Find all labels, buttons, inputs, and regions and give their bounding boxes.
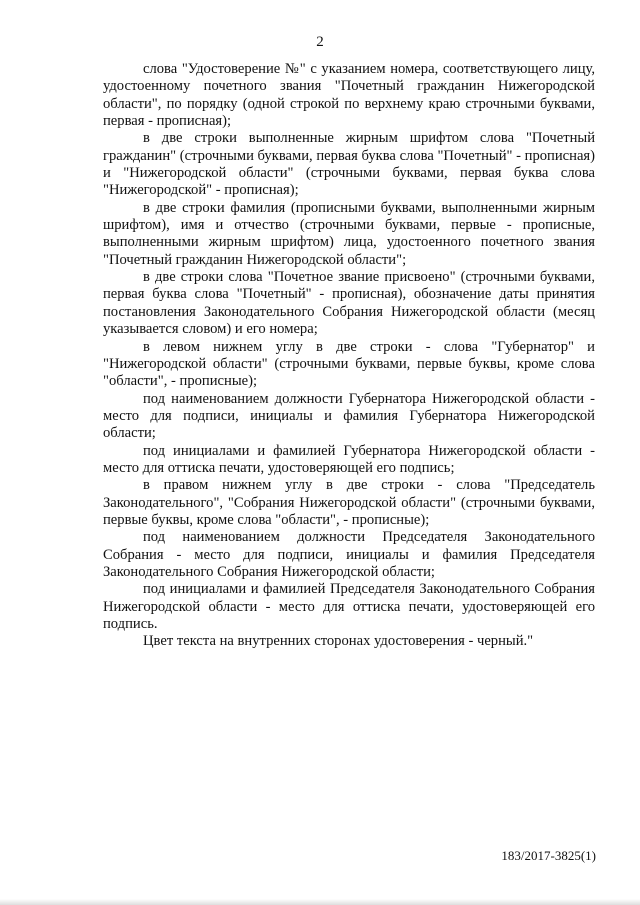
paragraph: слова "Удостоверение №" с указанием номера, соответствующего лицу, удостоенному почетного звания "Почетный гражданин Нижегородской области", по порядку (одной строкой по верхнему краю строчными буквами, первая - прописная); — [103, 61, 595, 130]
paragraph: Цвет текста на внутренних сторонах удостоверения - черный." — [143, 633, 534, 650]
document-code: 183/2017-3825(1) — [501, 848, 596, 863]
paragraph: под наименованием должности Председателя Законодательного Собрания - место для подписи, инициалы и фамилия Председателя Законодательного Собрания Нижегородской области; — [103, 529, 595, 580]
paragraph: под инициалами и фамилией Губернатора Нижегородской области - место для оттиска печати, удостоверяющей его подпись; — [103, 442, 595, 476]
document-body — [103, 61, 595, 651]
paragraph: в правом нижнем углу в две строки - слова "Председатель Законодательного", "Собрания Нижегородской области" (строчными буквами, первые буквы, кроме слова "области", - прописные); — [103, 477, 595, 528]
scan-edge — [0, 899, 640, 905]
paragraph: под наименованием должности Губернатора Нижегородской области - место для подписи, инициалы и фамилия Губернатора Нижегородской области; — [103, 390, 595, 442]
paragraph: в левом нижнем углу в две строки - слова "Губернатор" и "Нижегородской области" (строчными буквами, первые буквы, кроме слова "области", - прописные); — [103, 338, 595, 390]
paragraph: в две строки слова "Почетное звание присвоено" (строчными буквами, первая буква слова "Почетный" - прописная), обозначение даты принятия постановления Законодательного Собрания Нижегородской области (месяц указывается словом) и его номера; — [103, 269, 595, 338]
page-number: 2 — [316, 34, 324, 50]
paragraph: в две строки выполненные жирным шрифтом слова "Почетный гражданин" (строчными буквами, первая буква слова "Почетный" - прописная) и "Нижегородской области" (строчными буквами, первая буква слова "Нижегородской" - прописная); — [103, 130, 595, 199]
paragraph: в две строки фамилия (прописными буквами, выполненными жирным шрифтом), имя и отчество (строчными буквами, первые - прописные, выполненными жирным шрифтом) лица, удостоенного почетного звания "Почетный гражданин Нижегородской области"; — [103, 199, 595, 268]
paragraph: под инициалами и фамилией Председателя Законодательного Собрания Нижегородской области - место для оттиска печати, удостоверяющей его подпись. — [103, 581, 595, 632]
